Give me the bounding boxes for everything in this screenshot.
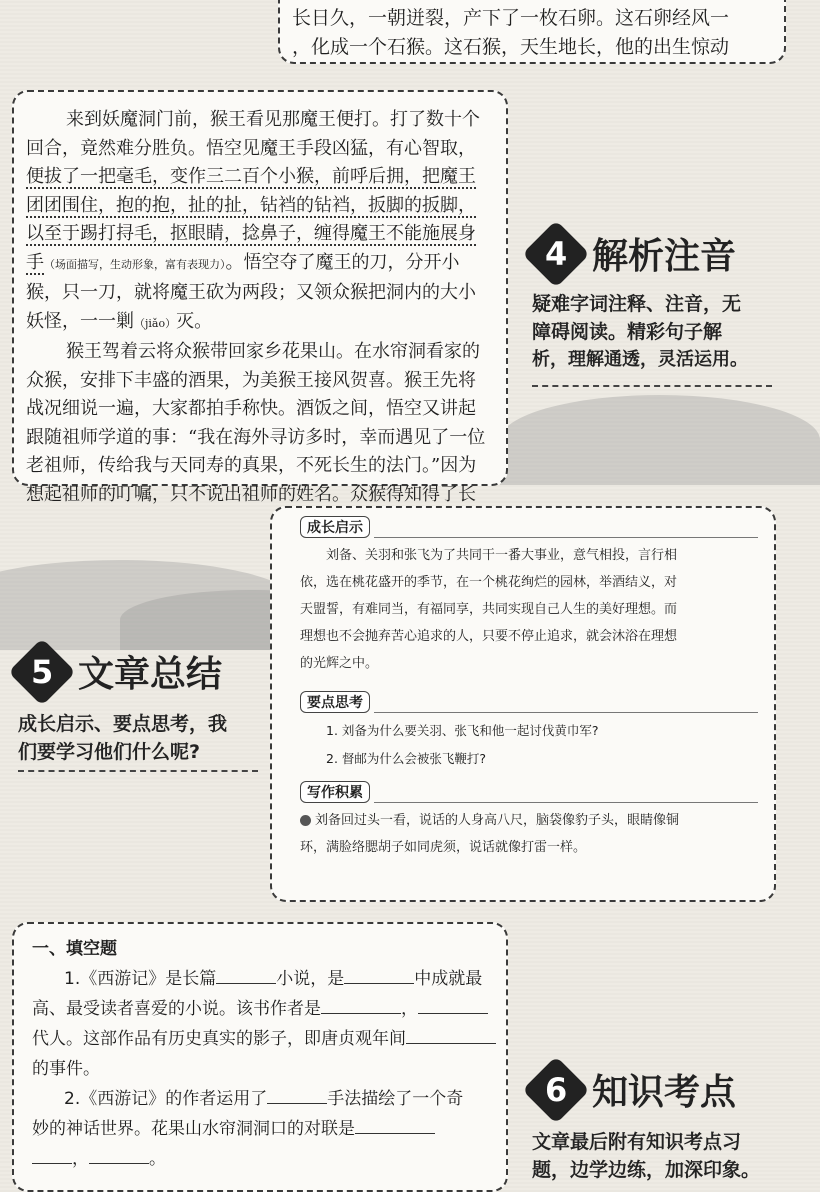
answer-blank[interactable] — [267, 1103, 327, 1104]
story-line: 猴，只一刀，就将魔王砍为两段；又领众猴把洞内的大小 — [26, 282, 476, 303]
points-list — [300, 717, 758, 773]
story-text: 。悟空夺了魔王的刀，分开小 — [225, 251, 460, 273]
description-line: 疑难字词注释、注音，无 — [532, 293, 742, 315]
highlighted-text: 便拔了一把毫毛，变作三二百个小猴，前呼后拥，把魔王 — [26, 166, 476, 187]
answer-blank[interactable] — [406, 1043, 496, 1044]
story-line — [26, 220, 496, 249]
label-rule — [374, 536, 758, 538]
writing-text-span: 刘备回过头一看，说话的人身高八尺，脑袋像豹子头，眼睛像铜 — [315, 813, 680, 828]
writing-label-row — [300, 781, 758, 803]
number-badge — [522, 1056, 590, 1124]
quiz-text: 1.《西游记》是长篇 — [64, 969, 217, 989]
badge-number: 5 — [30, 652, 54, 691]
answer-blank[interactable] — [355, 1133, 435, 1134]
section-title: 解析注音 — [592, 236, 737, 277]
story-line: 战况细说一遍，大家都拍手称快。酒饭之间，悟空又讲起 — [26, 398, 476, 419]
number-badge — [8, 638, 76, 706]
answer-blank[interactable] — [216, 983, 276, 984]
quiz-text: 手法描绘了一个奇 — [327, 1089, 464, 1109]
story-line: 跟随祖师学道的事：“我在海外寻访多时，幸而遇见了一位 — [26, 426, 486, 448]
growth-text — [300, 542, 758, 677]
story-text: 灭。 — [176, 310, 213, 332]
description-line: 们要学习他们什么呢? — [18, 741, 201, 763]
quiz-line: 的事件。 — [32, 1059, 100, 1079]
section-5-heading — [18, 646, 222, 697]
badge-number: 6 — [544, 1070, 568, 1109]
point-item: 1. 刘备为什么要关羽、张飞和他一起讨伐黄巾军? — [326, 723, 599, 738]
story-line: 来到妖魔洞门前，猴王看见那魔王便打。打了数十个 — [66, 109, 480, 130]
summary-card — [270, 506, 776, 902]
pinyin-note: （jiǎo） — [134, 316, 177, 330]
excerpt-line: 长日久，一朝迸裂，产下了一枚石卵。这石卵经风一 — [292, 7, 730, 29]
answer-blank[interactable] — [89, 1163, 149, 1164]
growth-label: 成长启示 — [300, 516, 370, 538]
growth-line: 的光辉之中。 — [300, 656, 379, 671]
excerpt-line: ，化成一个石猴。这石猴，天生地长，他的出生惊动 — [292, 36, 730, 58]
story-text: 妖怪，一一剿 — [26, 310, 134, 332]
writing-label: 写作积累 — [300, 781, 370, 803]
quiz-line — [32, 1114, 496, 1144]
highlighted-text: 团团围住，抱的抱，扯的扯，钻裆的钻裆，扳脚的扳脚， — [26, 194, 476, 216]
description-line: 文章最后附有知识考点习 — [532, 1131, 742, 1153]
story-line — [26, 192, 496, 221]
story-line — [26, 308, 496, 339]
background-mountain — [500, 395, 820, 485]
quiz-text: 高、最受读者喜爱的小说。该书作者是 — [32, 999, 321, 1019]
answer-blank[interactable] — [418, 1013, 488, 1014]
story-line: 想起祖师的叮嘱，只不说出祖师的姓名。众猴得知得了长 — [26, 483, 476, 505]
answer-blank[interactable] — [321, 1013, 401, 1014]
description-line: 析，理解通透，灵活运用。 — [532, 349, 748, 370]
section-6-heading — [532, 1064, 736, 1115]
quiz-text: 中成就最 — [414, 969, 483, 989]
quiz-text: ， — [401, 999, 418, 1019]
description-line: 障碍阅读。精彩句子解 — [532, 321, 723, 343]
quiz-heading: 一、填空题 — [32, 939, 117, 959]
label-rule — [374, 801, 758, 803]
writing-line: 环，满脸络腮胡子如同虎须，说话就像打雷一样。 — [300, 840, 587, 855]
description-line: 成长启示、要点思考，我 — [18, 713, 228, 735]
growth-line: 依，选在桃花盛开的季节，在一个桃花绚烂的园林，举酒结义，对 — [300, 575, 678, 590]
writing-text — [300, 807, 758, 861]
quiz-line — [32, 1024, 496, 1054]
answer-blank[interactable] — [344, 983, 414, 984]
story-line: 回合，竟然难分胜负。悟空见魔王手段凶猛，有心智取， — [26, 137, 476, 159]
badge-number: 4 — [544, 234, 568, 273]
quiz-line — [32, 1144, 496, 1174]
writing-line — [300, 807, 758, 834]
answer-blank[interactable] — [32, 1163, 72, 1164]
quiz-text: 妙的神话世界。花果山水帘洞洞口的对联是 — [32, 1119, 355, 1139]
quiz-line — [32, 994, 496, 1024]
quiz-card — [12, 922, 508, 1192]
annotation-note: （场面描写，生动形象，富有表现力） — [44, 257, 226, 271]
section-4-heading — [532, 228, 736, 279]
points-label-row — [300, 691, 758, 713]
quiz-text: 代人。这部作品有历史真实的影子，即唐贞观年间 — [32, 1029, 406, 1049]
story-line: 老祖师，传给我与天同寿的真果，不死长生的法门。”因为 — [26, 455, 477, 476]
highlighted-text: 手 — [26, 251, 44, 273]
section-title: 文章总结 — [78, 654, 223, 695]
points-label: 要点思考 — [300, 691, 370, 713]
excerpt-card-top — [278, 0, 786, 64]
bullet-icon — [300, 815, 311, 826]
divider — [18, 770, 258, 772]
quiz-line — [32, 964, 496, 994]
quiz-line — [32, 1084, 496, 1114]
highlighted-text: 以至于踢打挦毛，抠眼睛，捻鼻子，缠得魔王不能施展身 — [26, 223, 476, 244]
story-line — [26, 163, 496, 192]
number-badge — [522, 220, 590, 288]
section-title: 知识考点 — [592, 1072, 737, 1113]
quiz-text: 2.《西游记》的作者运用了 — [64, 1089, 268, 1109]
story-line — [26, 249, 496, 280]
label-rule — [374, 711, 758, 713]
story-line: 众猴，安排下丰盛的酒果，为美猴王接风贺喜。猴王先将 — [26, 369, 476, 391]
quiz-text: 小说，是 — [276, 969, 345, 989]
divider — [532, 385, 772, 387]
growth-label-row — [300, 516, 758, 538]
quiz-text: 。 — [149, 1149, 166, 1169]
story-line: 猴王驾着云将众猴带回家乡花果山。在水帘洞看家的 — [66, 341, 480, 362]
point-item: 2. 督邮为什么会被张飞鞭打? — [326, 751, 487, 766]
growth-line: 理想也不会抛弃苦心追求的人，只要不停止追求，就会沐浴在理想 — [300, 629, 678, 644]
section-5-description — [18, 710, 268, 766]
growth-line: 天盟誓，有难同当，有福同享，共同实现自己人生的美好理想。而 — [300, 602, 678, 617]
quiz-text: ， — [72, 1149, 89, 1169]
description-line: 题，边学边练，加深印象。 — [532, 1159, 761, 1181]
section-6-description — [532, 1128, 790, 1181]
growth-line: 刘备、关羽和张飞为了共同干一番大事业，意气相投，言行相 — [326, 548, 678, 563]
story-excerpt-card — [12, 90, 508, 505]
section-4-description — [532, 290, 790, 374]
